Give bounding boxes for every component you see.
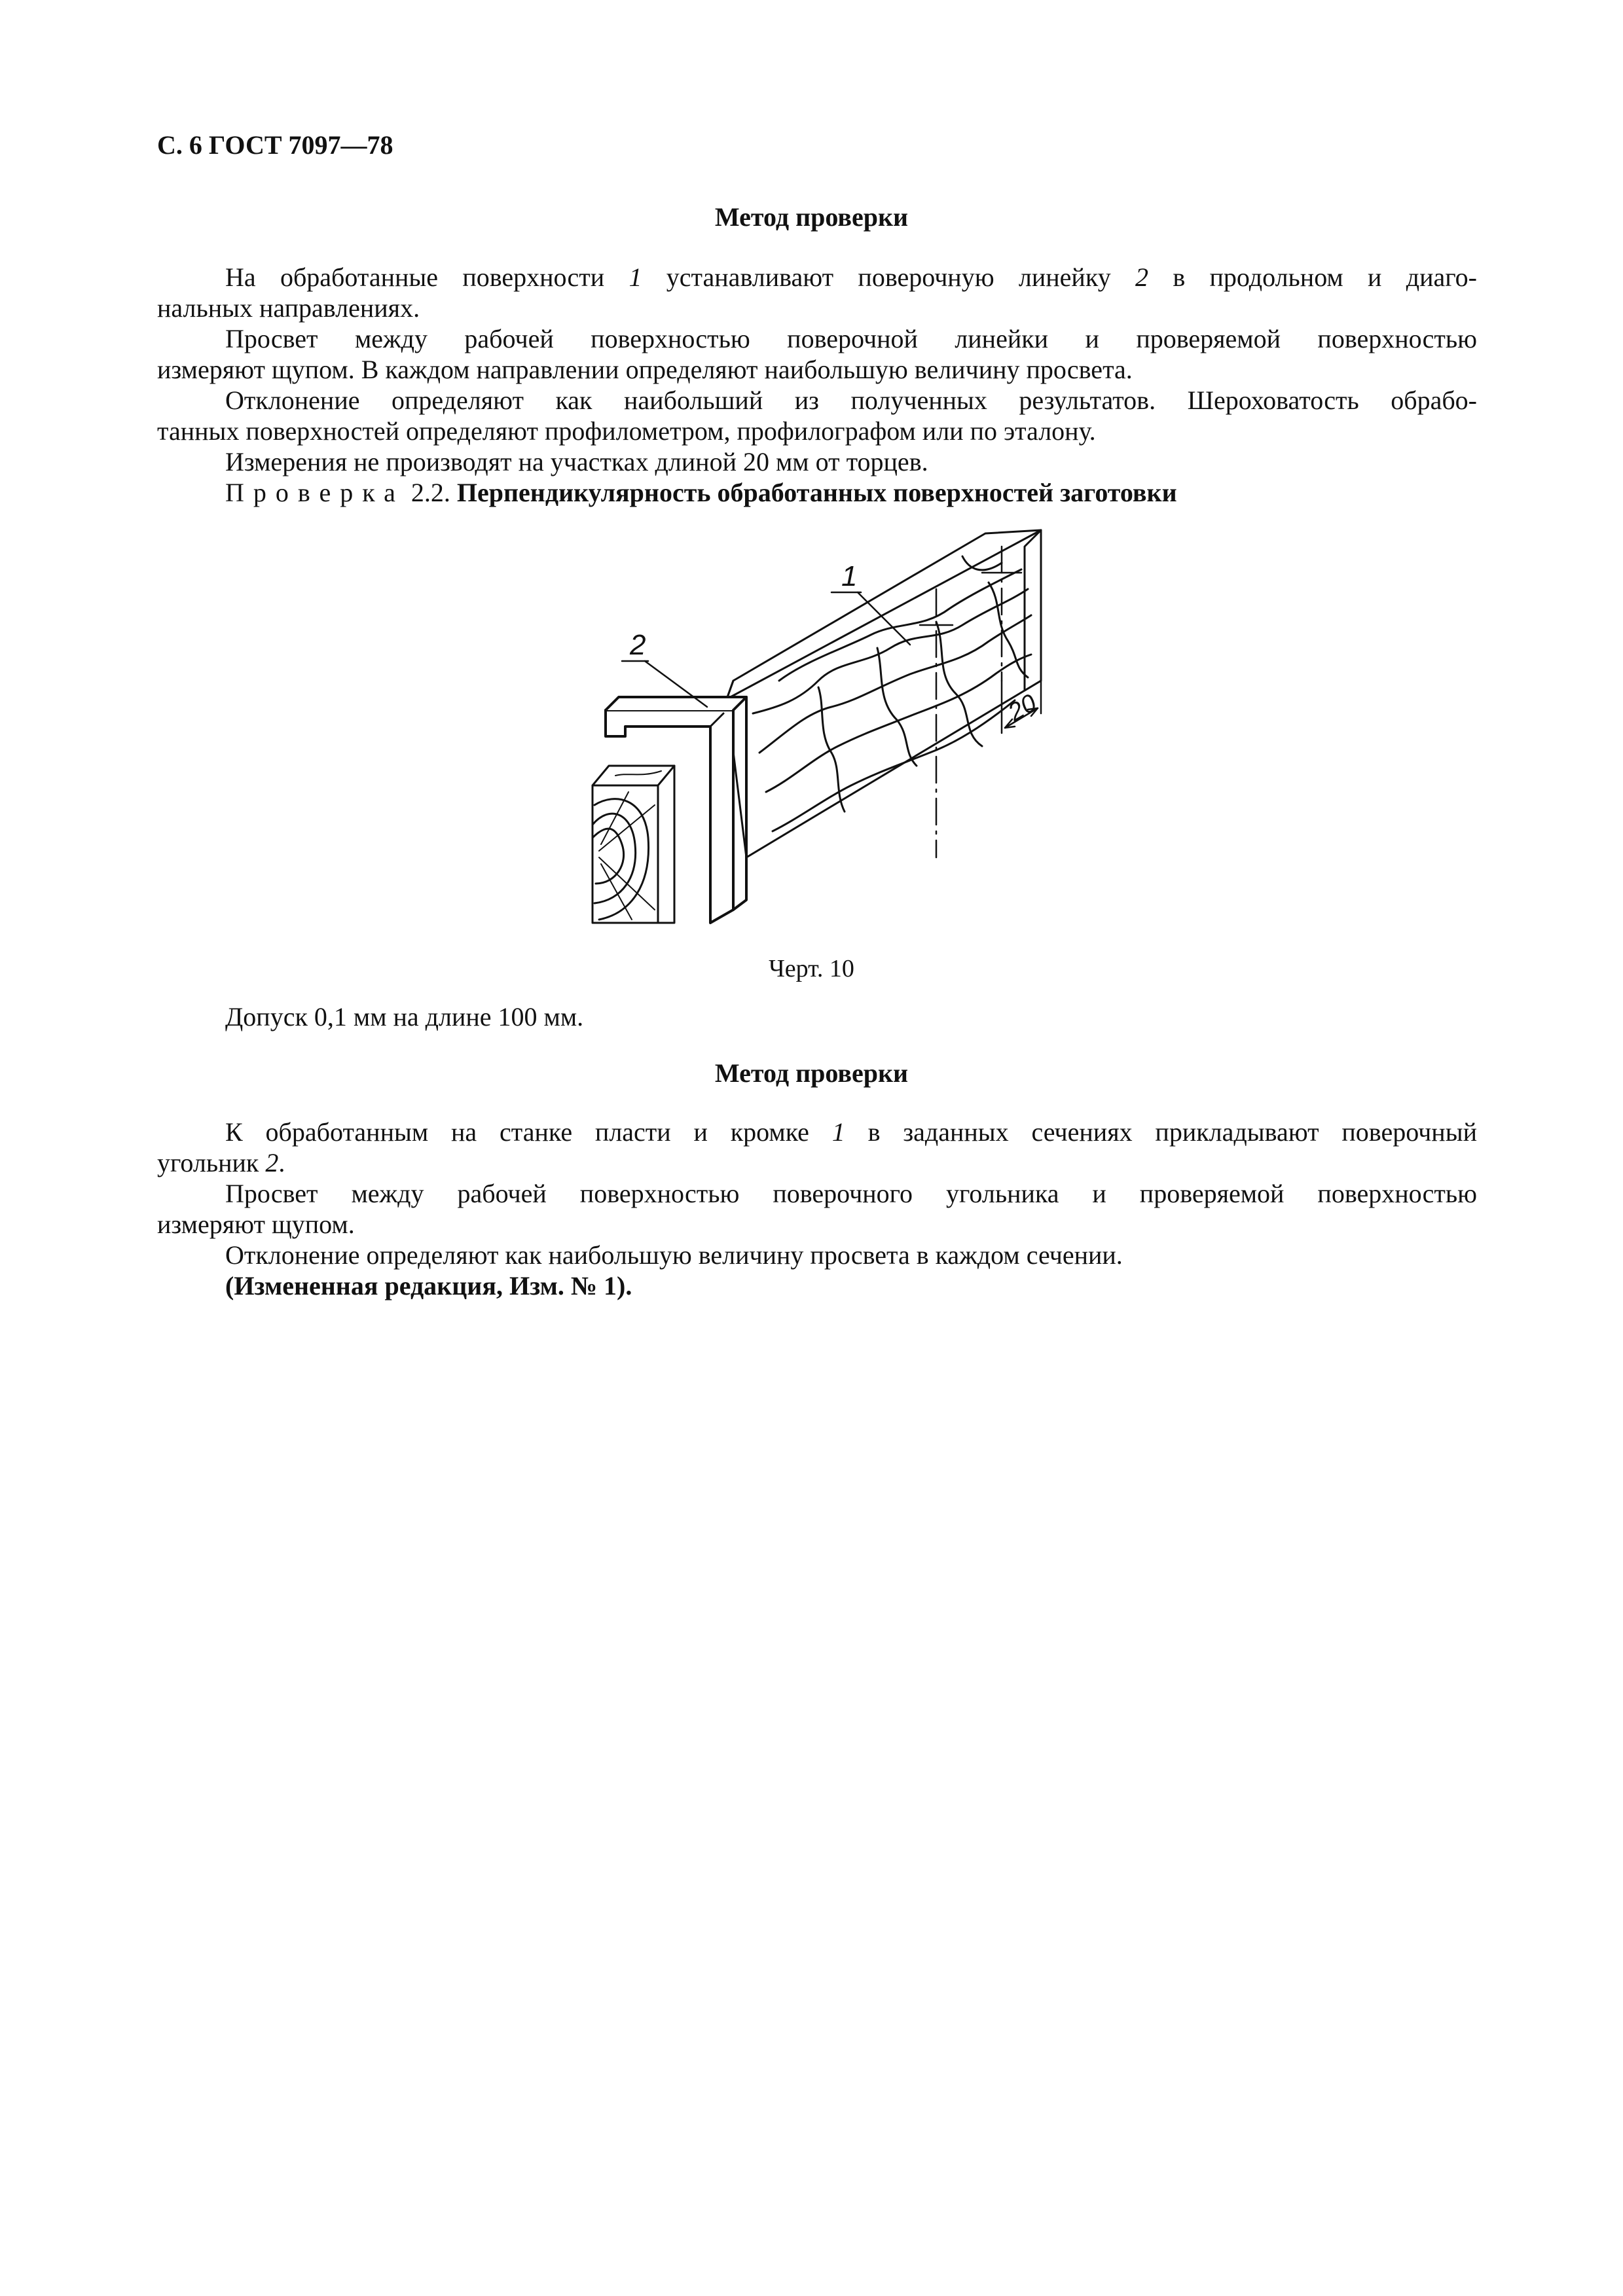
para-1-line-1: На обработанные поверхности 1 устанавливают поверочную линейку 2 в продольном и диаго- <box>225 262 1477 292</box>
section-title-method-1: Метод проверки <box>714 202 909 232</box>
page-header: С. 6 ГОСТ 7097—78 <box>157 130 393 160</box>
para-2-line-1: Просвет между рабочей поверхностью поверочной линейки и проверяемой поверхностью <box>225 324 1477 353</box>
s2-para-3: Отклонение определяют как наибольшую величину просвета в каждом сечении. <box>225 1240 1123 1270</box>
tolerance-text: Допуск 0,1 мм на длине 100 мм. <box>225 1002 584 1031</box>
section-title-method-2: Метод проверки <box>714 1058 909 1088</box>
figure-dimension-label: 20 <box>1003 689 1042 727</box>
check-label: Проверка <box>225 478 405 507</box>
s2-para-2-line-2: измеряют щупом. <box>157 1210 355 1239</box>
check-number: 2.2. <box>404 478 457 507</box>
para-3-line-2: танных поверхностей определяют профилометром, профилографом или по эталону. <box>157 416 1096 446</box>
check-title: Перпендикулярность обработанных поверхностей заготовки <box>456 478 1177 507</box>
figure-label-2: 2 <box>630 629 646 661</box>
figure-drawing <box>570 517 1067 949</box>
amendment-note: (Измененная редакция, Изм. № 1). <box>225 1271 632 1300</box>
board-right-end <box>1025 530 1041 691</box>
figure-label-1: 1 <box>841 560 858 592</box>
para-4: Измерения не производят на участках длиной 20 мм от торцев. <box>225 447 928 476</box>
para-3-line-1: Отклонение определяют как наибольший из полученных результатов. Шероховатость обрабо- <box>225 386 1477 415</box>
check-2-2 <box>225 477 1177 508</box>
para-2-line-2: измеряют щупом. В каждом направлении определяют наибольшую величину просвета. <box>157 355 1133 384</box>
s2-para-1-line-2: угольник 2. <box>157 1148 285 1177</box>
figure-caption: Черт. 10 <box>769 955 854 982</box>
s2-para-1-line-1: К обработанным на станке пласти и кромке 1 в заданных сечениях прикладывают поверочный <box>225 1117 1477 1147</box>
s2-para-2-line-1: Просвет между рабочей поверхностью поверочного угольника и проверяемой поверхностью <box>225 1179 1477 1208</box>
para-1-line-2: нальных направлениях. <box>157 293 420 323</box>
